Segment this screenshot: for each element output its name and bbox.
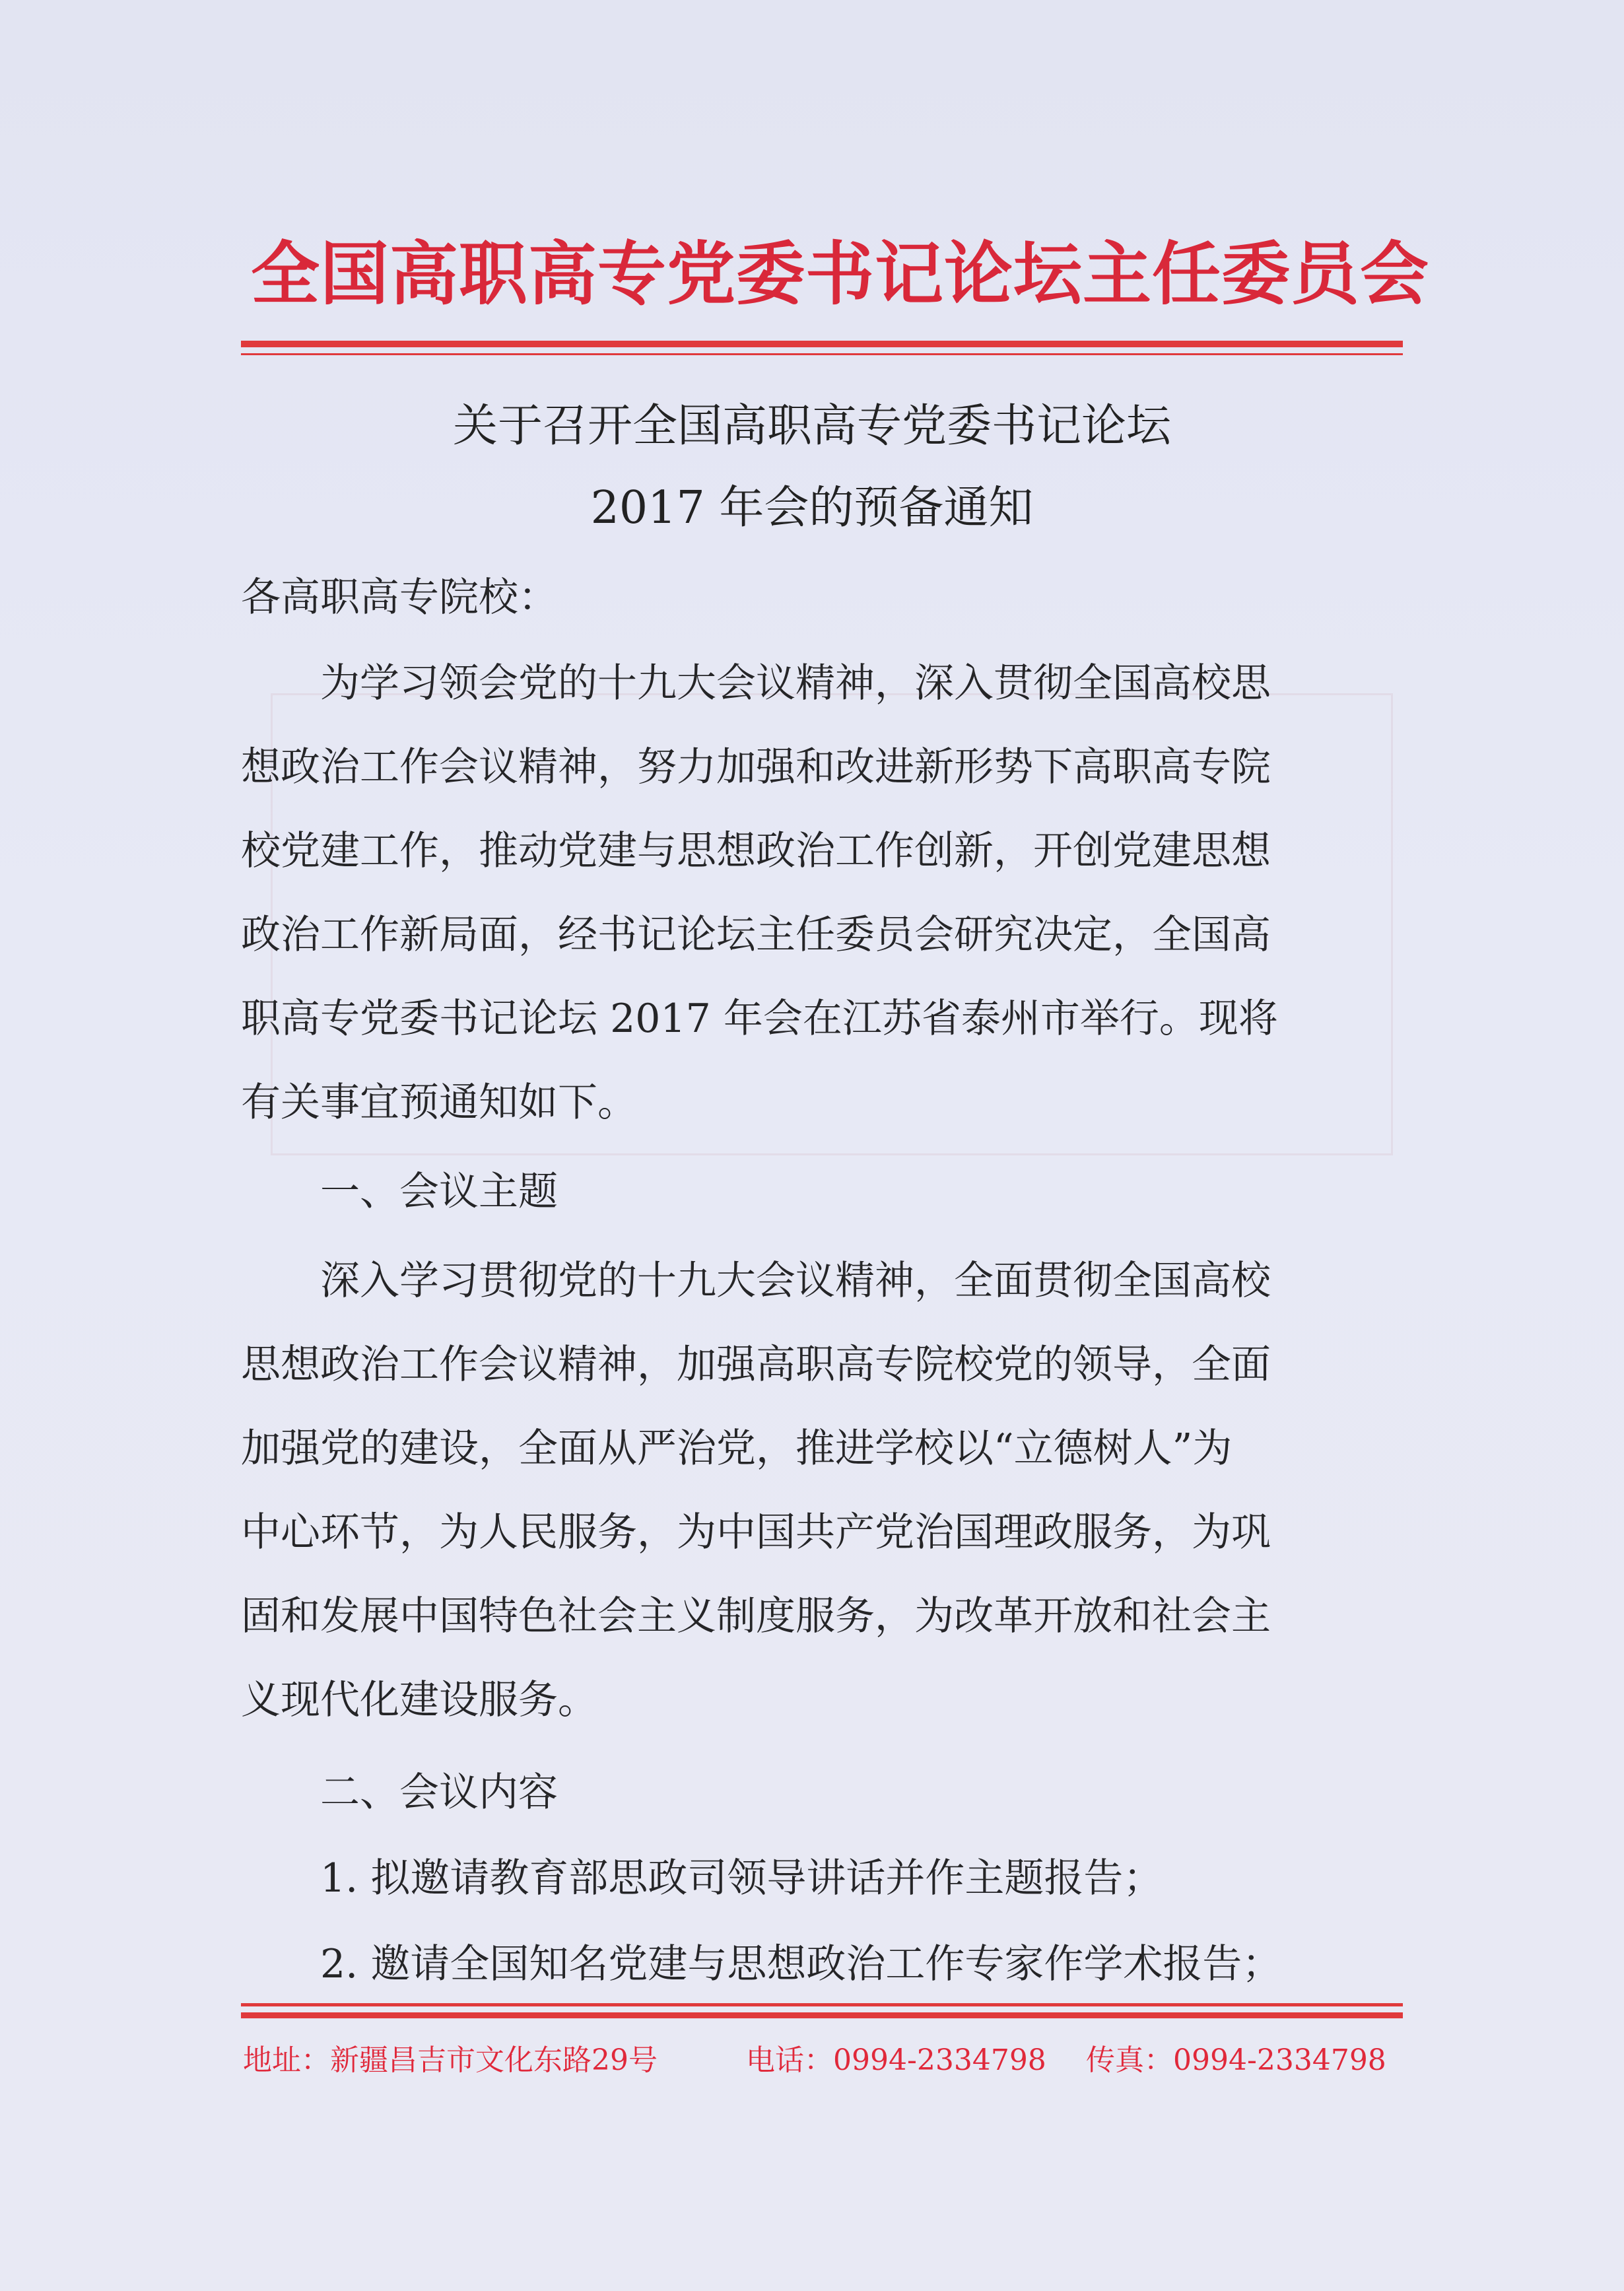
footer-red-rule — [241, 2003, 1403, 2006]
paragraph-2-line: 固和发展中国特色社会主义制度服务，为改革开放和社会主 — [241, 1593, 1271, 1639]
paragraph-2-line: 思想政治工作会议精神，加强高职高专院校党的领导，全面 — [241, 1342, 1271, 1388]
footer-address: 地址：新疆昌吉市文化东路29号 — [243, 2043, 658, 2077]
document-title-line-1: 关于召开全国高职高专党委书记论坛 — [452, 400, 1171, 452]
paragraph-1-line: 为学习领会党的十九大会议精神，深入贯彻全国高校思 — [320, 660, 1271, 706]
letterhead-red-rule-thin — [241, 353, 1403, 355]
paragraph-1-line: 有关事宜预通知如下。 — [241, 1079, 637, 1126]
paragraph-2-line: 深入学习贯彻党的十九大会议精神，全面贯彻全国高校 — [320, 1258, 1271, 1304]
paragraph-1-line: 校党建工作，推动党建与思想政治工作创新，开创党建思想 — [241, 828, 1271, 874]
footer-red-rule-thick — [241, 2012, 1403, 2018]
section-1-heading: 一、会议主题 — [320, 1169, 558, 1215]
paragraph-1-line: 职高专党委书记论坛 2017 年会在江苏省泰州市举行。现将 — [241, 996, 1278, 1042]
paragraph-2-line: 中心环节，为人民服务，为中国共产党治国理政服务，为巩 — [241, 1509, 1271, 1556]
content-item: 2. 邀请全国知名党建与思想政治工作专家作学术报告； — [320, 1941, 1282, 1987]
footer-phone: 电话：0994-2334798 — [746, 2043, 1046, 2077]
letterhead-organization: 全国高职高专党委书记论坛主任委员会 — [251, 233, 1430, 314]
letterhead-red-rule — [241, 341, 1403, 347]
salutation: 各高职高专院校： — [241, 574, 558, 621]
footer-fax: 传真：0994-2334798 — [1086, 2043, 1386, 2077]
document-title-line-2: 2017 年会的预备通知 — [590, 482, 1034, 534]
content-item: 1. 拟邀请教育部思政司领导讲话并作主题报告； — [320, 1855, 1163, 1901]
paragraph-1-line: 想政治工作会议精神，努力加强和改进新形势下高职高专院 — [241, 744, 1271, 790]
paragraph-1-line: 政治工作新局面，经书记论坛主任委员会研究决定，全国高 — [241, 912, 1271, 958]
paragraph-2-line: 义现代化建设服务。 — [241, 1677, 597, 1723]
section-2-heading: 二、会议内容 — [320, 1769, 558, 1816]
paragraph-2-line: 加强党的建设，全面从严治党，推进学校以“立德树人”为 — [241, 1425, 1233, 1472]
